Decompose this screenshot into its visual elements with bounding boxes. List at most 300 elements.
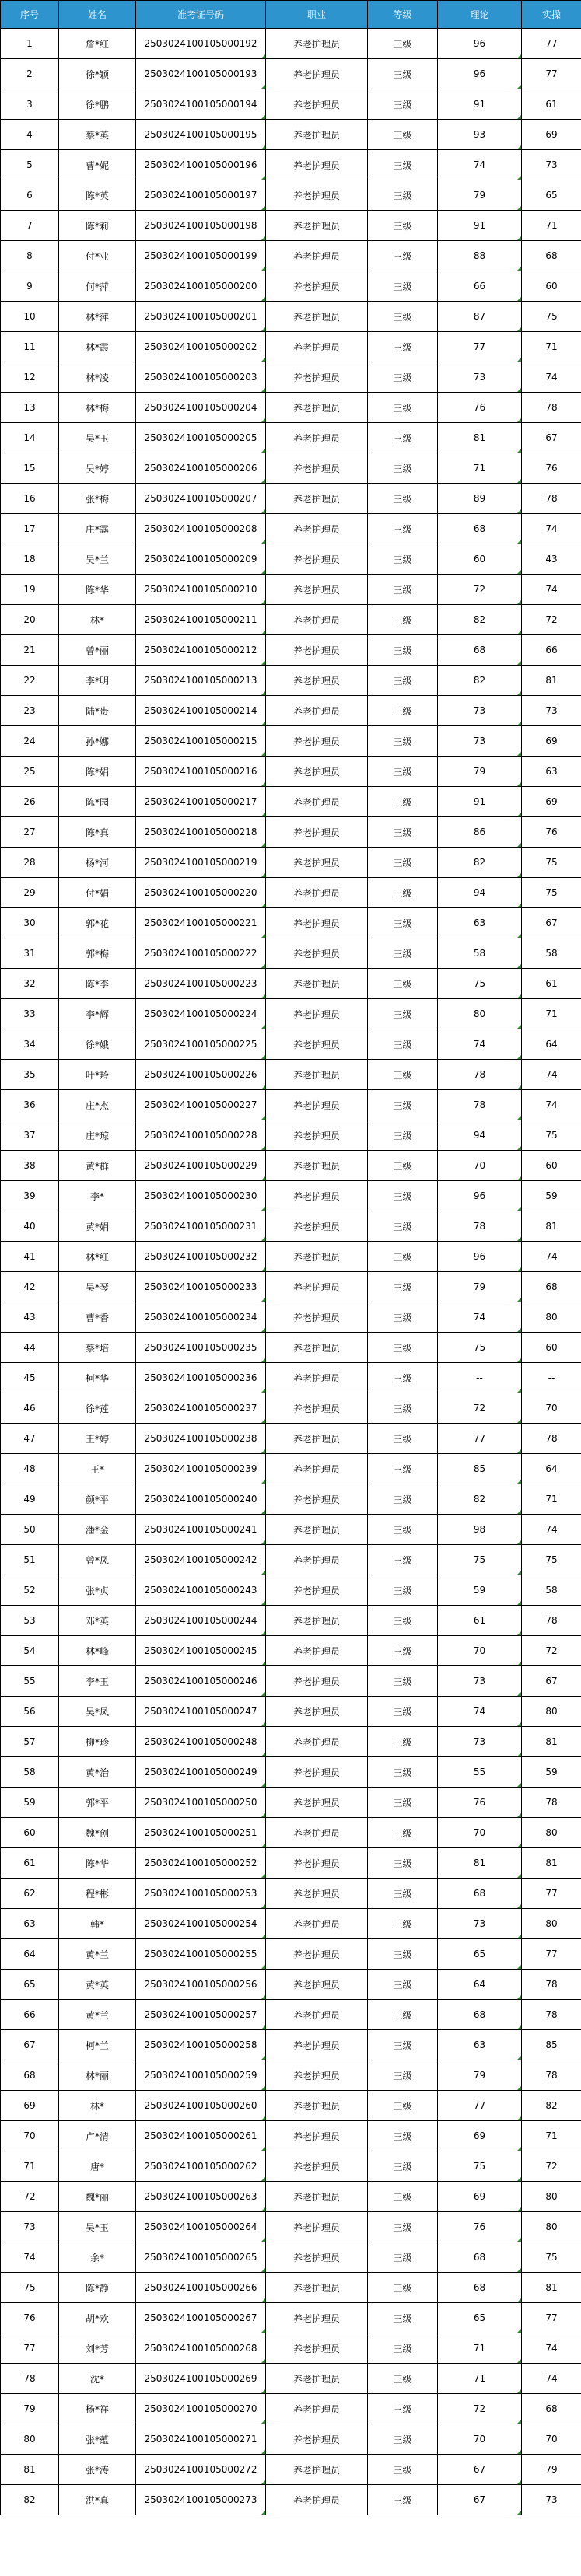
name-cell: 黄*英 (59, 1970, 136, 2000)
practice-score-cell: 68 (522, 1272, 581, 1302)
ticket-number-cell: 2503024100105000234 (136, 1302, 266, 1333)
occupation-cell: 养老护理员 (266, 2273, 368, 2303)
level-cell: 三级 (368, 2485, 438, 2515)
ticket-number-cell: 2503024100105000222 (136, 938, 266, 969)
ticket-number-cell: 2503024100105000251 (136, 1818, 266, 1848)
level-cell: 三级 (368, 1666, 438, 1697)
name-cell: 黄*兰 (59, 2000, 136, 2030)
theory-score-cell: 61 (438, 1606, 522, 1636)
practice-score-cell: 70 (522, 2424, 581, 2455)
occupation-cell: 养老护理员 (266, 2424, 368, 2455)
seq-cell: 34 (1, 1029, 59, 1060)
ticket-number-cell: 2503024100105000212 (136, 635, 266, 666)
practice-score-cell: 74 (522, 575, 581, 605)
theory-score-cell: 79 (438, 757, 522, 787)
seq-cell: 28 (1, 848, 59, 878)
theory-score-cell: 89 (438, 484, 522, 514)
practice-score-cell: 72 (522, 2151, 581, 2182)
name-cell: 胡*欢 (59, 2303, 136, 2333)
practice-score-cell: 60 (522, 1151, 581, 1181)
theory-score-cell: 76 (438, 393, 522, 423)
ticket-number-cell: 2503024100105000255 (136, 1939, 266, 1970)
practice-score-cell: 63 (522, 757, 581, 787)
name-cell: 曹*香 (59, 1302, 136, 1333)
ticket-number-cell: 2503024100105000269 (136, 2364, 266, 2394)
name-cell: 余* (59, 2242, 136, 2273)
name-cell: 黄*治 (59, 1757, 136, 1788)
ticket-number-cell: 2503024100105000215 (136, 726, 266, 757)
theory-score-cell: 71 (438, 2364, 522, 2394)
level-cell: 三级 (368, 787, 438, 817)
seq-cell: 69 (1, 2091, 59, 2121)
table-row (1, 362, 581, 393)
occupation-cell: 养老护理员 (266, 484, 368, 514)
header-practice: 实操 (522, 1, 581, 29)
seq-cell: 26 (1, 787, 59, 817)
table-row (1, 757, 581, 787)
seq-cell: 73 (1, 2212, 59, 2242)
theory-score-cell: 75 (438, 1333, 522, 1363)
practice-score-cell: 80 (522, 1302, 581, 1333)
occupation-cell: 养老护理员 (266, 1939, 368, 1970)
level-cell: 三级 (368, 1575, 438, 1606)
occupation-cell: 养老护理员 (266, 1211, 368, 1242)
occupation-cell: 养老护理员 (266, 908, 368, 938)
level-cell: 三级 (368, 1120, 438, 1151)
name-cell: 唐* (59, 2151, 136, 2182)
name-cell: 张*梅 (59, 484, 136, 514)
ticket-number-cell: 2503024100105000236 (136, 1363, 266, 1393)
theory-score-cell: 77 (438, 1424, 522, 1454)
ticket-number-cell: 2503024100105000229 (136, 1151, 266, 1181)
level-cell: 三级 (368, 1879, 438, 1909)
ticket-number-cell: 2503024100105000247 (136, 1697, 266, 1727)
theory-score-cell: 64 (438, 1970, 522, 2000)
level-cell: 三级 (368, 2091, 438, 2121)
level-cell: 三级 (368, 1090, 438, 1120)
seq-cell: 80 (1, 2424, 59, 2455)
name-cell: 陈*静 (59, 2273, 136, 2303)
occupation-cell: 养老护理员 (266, 302, 368, 332)
level-cell: 三级 (368, 1060, 438, 1090)
ticket-number-cell: 2503024100105000210 (136, 575, 266, 605)
occupation-cell: 养老护理员 (266, 1120, 368, 1151)
ticket-number-cell: 2503024100105000217 (136, 787, 266, 817)
practice-score-cell: 73 (522, 696, 581, 726)
occupation-cell: 养老护理员 (266, 423, 368, 453)
table-row (1, 1757, 581, 1788)
seq-cell: 18 (1, 544, 59, 575)
occupation-cell: 养老护理员 (266, 1879, 368, 1909)
table-row (1, 1818, 581, 1848)
ticket-number-cell: 2503024100105000270 (136, 2394, 266, 2424)
occupation-cell: 养老护理员 (266, 271, 368, 302)
ticket-number-cell: 2503024100105000223 (136, 969, 266, 999)
practice-score-cell: 81 (522, 1727, 581, 1757)
table-row (1, 1636, 581, 1666)
level-cell: 三级 (368, 150, 438, 180)
theory-score-cell: 96 (438, 59, 522, 89)
practice-score-cell: 82 (522, 2091, 581, 2121)
name-cell: 叶*羚 (59, 1060, 136, 1090)
practice-score-cell: 67 (522, 908, 581, 938)
theory-score-cell: 73 (438, 362, 522, 393)
practice-score-cell: 76 (522, 453, 581, 484)
practice-score-cell: 67 (522, 423, 581, 453)
practice-score-cell: 79 (522, 2455, 581, 2485)
practice-score-cell: 74 (522, 1060, 581, 1090)
occupation-cell: 养老护理员 (266, 666, 368, 696)
table-row (1, 2151, 581, 2182)
name-cell: 颜*平 (59, 1484, 136, 1515)
practice-score-cell: 75 (522, 848, 581, 878)
practice-score-cell: 78 (522, 2060, 581, 2091)
theory-score-cell: 87 (438, 302, 522, 332)
level-cell: 三级 (368, 1727, 438, 1757)
name-cell: 魏*丽 (59, 2182, 136, 2212)
seq-cell: 43 (1, 1302, 59, 1333)
practice-score-cell: 66 (522, 635, 581, 666)
level-cell: 三级 (368, 2121, 438, 2151)
practice-score-cell: 75 (522, 1120, 581, 1151)
practice-score-cell: -- (522, 1363, 581, 1393)
level-cell: 三级 (368, 120, 438, 150)
table-row (1, 2121, 581, 2151)
name-cell: 郭*花 (59, 908, 136, 938)
ticket-number-cell: 2503024100105000216 (136, 757, 266, 787)
occupation-cell: 养老护理员 (266, 1181, 368, 1211)
name-cell: 孙*娜 (59, 726, 136, 757)
practice-score-cell: 78 (522, 2000, 581, 2030)
theory-score-cell: 72 (438, 575, 522, 605)
seq-cell: 81 (1, 2455, 59, 2485)
seq-cell: 8 (1, 241, 59, 271)
practice-score-cell: 59 (522, 1757, 581, 1788)
ticket-number-cell: 2503024100105000272 (136, 2455, 266, 2485)
table-row (1, 878, 581, 908)
practice-score-cell: 69 (522, 120, 581, 150)
seq-cell: 21 (1, 635, 59, 666)
practice-score-cell: 77 (522, 29, 581, 59)
level-cell: 三级 (368, 817, 438, 848)
level-cell: 三级 (368, 514, 438, 544)
occupation-cell: 养老护理员 (266, 1484, 368, 1515)
name-cell: 陈*英 (59, 180, 136, 211)
theory-score-cell: 70 (438, 1818, 522, 1848)
seq-cell: 41 (1, 1242, 59, 1272)
practice-score-cell: 59 (522, 1181, 581, 1211)
occupation-cell: 养老护理员 (266, 2455, 368, 2485)
theory-score-cell: 68 (438, 635, 522, 666)
table-row (1, 180, 581, 211)
table-row (1, 787, 581, 817)
seq-cell: 30 (1, 908, 59, 938)
seq-cell: 60 (1, 1818, 59, 1848)
theory-score-cell: 96 (438, 29, 522, 59)
seq-cell: 12 (1, 362, 59, 393)
practice-score-cell: 75 (522, 302, 581, 332)
ticket-number-cell: 2503024100105000242 (136, 1545, 266, 1575)
theory-score-cell: 72 (438, 1393, 522, 1424)
table-row (1, 2364, 581, 2394)
ticket-number-cell: 2503024100105000193 (136, 59, 266, 89)
theory-score-cell: 66 (438, 271, 522, 302)
level-cell: 三级 (368, 362, 438, 393)
name-cell: 黄*群 (59, 1151, 136, 1181)
level-cell: 三级 (368, 29, 438, 59)
table-row (1, 1606, 581, 1636)
theory-score-cell: 68 (438, 2242, 522, 2273)
practice-score-cell: 77 (522, 1879, 581, 1909)
theory-score-cell: 81 (438, 1848, 522, 1879)
name-cell: 郭*梅 (59, 938, 136, 969)
seq-cell: 32 (1, 969, 59, 999)
level-cell: 三级 (368, 1181, 438, 1211)
theory-score-cell: 72 (438, 2394, 522, 2424)
theory-score-cell: 91 (438, 787, 522, 817)
ticket-number-cell: 2503024100105000239 (136, 1454, 266, 1484)
level-cell: 三级 (368, 1788, 438, 1818)
theory-score-cell: 96 (438, 1181, 522, 1211)
practice-score-cell: 43 (522, 544, 581, 575)
ticket-number-cell: 2503024100105000252 (136, 1848, 266, 1879)
ticket-number-cell: 2503024100105000245 (136, 1636, 266, 1666)
seq-cell: 14 (1, 423, 59, 453)
ticket-number-cell: 2503024100105000233 (136, 1272, 266, 1302)
occupation-cell: 养老护理员 (266, 1909, 368, 1939)
occupation-cell: 养老护理员 (266, 1757, 368, 1788)
occupation-cell: 养老护理员 (266, 2394, 368, 2424)
seq-cell: 55 (1, 1666, 59, 1697)
occupation-cell: 养老护理员 (266, 1060, 368, 1090)
occupation-cell: 养老护理员 (266, 2121, 368, 2151)
table-row (1, 2485, 581, 2515)
name-cell: 何*萍 (59, 271, 136, 302)
seq-cell: 82 (1, 2485, 59, 2515)
seq-cell: 61 (1, 1848, 59, 1879)
theory-score-cell: 74 (438, 1302, 522, 1333)
name-cell: 程*彬 (59, 1879, 136, 1909)
theory-score-cell: 79 (438, 2060, 522, 2091)
theory-score-cell: 77 (438, 2091, 522, 2121)
ticket-number-cell: 2503024100105000266 (136, 2273, 266, 2303)
theory-score-cell: 60 (438, 544, 522, 575)
seq-cell: 20 (1, 605, 59, 635)
theory-score-cell: 74 (438, 150, 522, 180)
theory-score-cell: 96 (438, 1242, 522, 1272)
table-row (1, 605, 581, 635)
table-row (1, 150, 581, 180)
practice-score-cell: 69 (522, 787, 581, 817)
table-row (1, 484, 581, 514)
name-cell: 曹*妮 (59, 150, 136, 180)
table-row (1, 332, 581, 362)
table-row (1, 1090, 581, 1120)
occupation-cell: 养老护理员 (266, 1727, 368, 1757)
theory-score-cell: 68 (438, 1879, 522, 1909)
table-body (1, 29, 581, 2515)
practice-score-cell: 85 (522, 2030, 581, 2060)
name-cell: 韩* (59, 1909, 136, 1939)
name-cell: 吴*婷 (59, 453, 136, 484)
level-cell: 三级 (368, 1029, 438, 1060)
occupation-cell: 养老护理员 (266, 787, 368, 817)
table-row (1, 1545, 581, 1575)
header-level: 等级 (368, 1, 438, 29)
practice-score-cell: 78 (522, 1606, 581, 1636)
seq-cell: 78 (1, 2364, 59, 2394)
occupation-cell: 养老护理员 (266, 757, 368, 787)
theory-score-cell: 76 (438, 2212, 522, 2242)
theory-score-cell: 86 (438, 817, 522, 848)
name-cell: 蔡*英 (59, 120, 136, 150)
seq-cell: 3 (1, 89, 59, 120)
seq-cell: 59 (1, 1788, 59, 1818)
theory-score-cell: 68 (438, 2273, 522, 2303)
theory-score-cell: 63 (438, 908, 522, 938)
table-row (1, 726, 581, 757)
name-cell: 张*涛 (59, 2455, 136, 2485)
occupation-cell: 养老护理员 (266, 938, 368, 969)
table-row (1, 1970, 581, 2000)
practice-score-cell: 80 (522, 1818, 581, 1848)
theory-score-cell: 82 (438, 666, 522, 696)
table-row (1, 1272, 581, 1302)
level-cell: 三级 (368, 1272, 438, 1302)
table-row (1, 1393, 581, 1424)
name-cell: 魏*创 (59, 1818, 136, 1848)
table-row (1, 575, 581, 605)
level-cell: 三级 (368, 2182, 438, 2212)
name-cell: 陈*华 (59, 1848, 136, 1879)
occupation-cell: 养老护理员 (266, 2060, 368, 2091)
practice-score-cell: 77 (522, 2303, 581, 2333)
level-cell: 三级 (368, 1211, 438, 1242)
occupation-cell: 养老护理员 (266, 544, 368, 575)
ticket-number-cell: 2503024100105000227 (136, 1090, 266, 1120)
theory-score-cell: 78 (438, 1090, 522, 1120)
practice-score-cell: 72 (522, 1636, 581, 1666)
name-cell: 卢*清 (59, 2121, 136, 2151)
table-row (1, 514, 581, 544)
table-row (1, 1909, 581, 1939)
name-cell: 邓*英 (59, 1606, 136, 1636)
name-cell: 陈*李 (59, 969, 136, 999)
table-row (1, 1242, 581, 1272)
seq-cell: 11 (1, 332, 59, 362)
name-cell: 李*玉 (59, 1666, 136, 1697)
seq-cell: 22 (1, 666, 59, 696)
table-row (1, 1151, 581, 1181)
table-row (1, 271, 581, 302)
level-cell: 三级 (368, 878, 438, 908)
header-row (1, 1, 581, 29)
name-cell: 张*贞 (59, 1575, 136, 1606)
theory-score-cell: 75 (438, 969, 522, 999)
seq-cell: 2 (1, 59, 59, 89)
practice-score-cell: 75 (522, 878, 581, 908)
table-row (1, 1302, 581, 1333)
seq-cell: 36 (1, 1090, 59, 1120)
occupation-cell: 养老护理员 (266, 89, 368, 120)
level-cell: 三级 (368, 1909, 438, 1939)
level-cell: 三级 (368, 271, 438, 302)
name-cell: 徐*莲 (59, 1393, 136, 1424)
ticket-number-cell: 2503024100105000204 (136, 393, 266, 423)
occupation-cell: 养老护理员 (266, 1393, 368, 1424)
seq-cell: 23 (1, 696, 59, 726)
table-row (1, 120, 581, 150)
seq-cell: 9 (1, 271, 59, 302)
ticket-number-cell: 2503024100105000237 (136, 1393, 266, 1424)
ticket-number-cell: 2503024100105000264 (136, 2212, 266, 2242)
practice-score-cell: 60 (522, 1333, 581, 1363)
occupation-cell: 养老护理员 (266, 605, 368, 635)
theory-score-cell: 73 (438, 1909, 522, 1939)
table-row (1, 2182, 581, 2212)
ticket-number-cell: 2503024100105000259 (136, 2060, 266, 2091)
table-row (1, 1211, 581, 1242)
theory-score-cell: 79 (438, 180, 522, 211)
name-cell: 吴*琴 (59, 1272, 136, 1302)
ticket-number-cell: 2503024100105000207 (136, 484, 266, 514)
name-cell: 陈*华 (59, 575, 136, 605)
theory-score-cell: 80 (438, 999, 522, 1029)
theory-score-cell: 59 (438, 1575, 522, 1606)
seq-cell: 4 (1, 120, 59, 150)
name-cell: 林*梅 (59, 393, 136, 423)
seq-cell: 76 (1, 2303, 59, 2333)
table-row (1, 635, 581, 666)
name-cell: 徐*娥 (59, 1029, 136, 1060)
level-cell: 三级 (368, 484, 438, 514)
theory-score-cell: 73 (438, 1666, 522, 1697)
theory-score-cell: 85 (438, 1454, 522, 1484)
name-cell: 潘*金 (59, 1515, 136, 1545)
ticket-number-cell: 2503024100105000246 (136, 1666, 266, 1697)
level-cell: 三级 (368, 908, 438, 938)
name-cell: 李* (59, 1181, 136, 1211)
header-ticket-number: 准考证号码 (136, 1, 266, 29)
name-cell: 沈* (59, 2364, 136, 2394)
ticket-number-cell: 2503024100105000261 (136, 2121, 266, 2151)
occupation-cell: 养老护理员 (266, 1606, 368, 1636)
seq-cell: 49 (1, 1484, 59, 1515)
occupation-cell: 养老护理员 (266, 2030, 368, 2060)
level-cell: 三级 (368, 1757, 438, 1788)
ticket-number-cell: 2503024100105000263 (136, 2182, 266, 2212)
seq-cell: 25 (1, 757, 59, 787)
level-cell: 三级 (368, 211, 438, 241)
seq-cell: 24 (1, 726, 59, 757)
name-cell: 吴*玉 (59, 2212, 136, 2242)
name-cell: 柯*兰 (59, 2030, 136, 2060)
table-row (1, 2060, 581, 2091)
theory-score-cell: 68 (438, 2000, 522, 2030)
practice-score-cell: 80 (522, 2182, 581, 2212)
occupation-cell: 养老护理员 (266, 1272, 368, 1302)
seq-cell: 71 (1, 2151, 59, 2182)
occupation-cell: 养老护理员 (266, 1454, 368, 1484)
practice-score-cell: 58 (522, 1575, 581, 1606)
ticket-number-cell: 2503024100105000220 (136, 878, 266, 908)
table-row (1, 696, 581, 726)
level-cell: 三级 (368, 89, 438, 120)
name-cell: 王*婷 (59, 1424, 136, 1454)
name-cell: 曾*丽 (59, 635, 136, 666)
level-cell: 三级 (368, 605, 438, 635)
practice-score-cell: 74 (522, 362, 581, 393)
